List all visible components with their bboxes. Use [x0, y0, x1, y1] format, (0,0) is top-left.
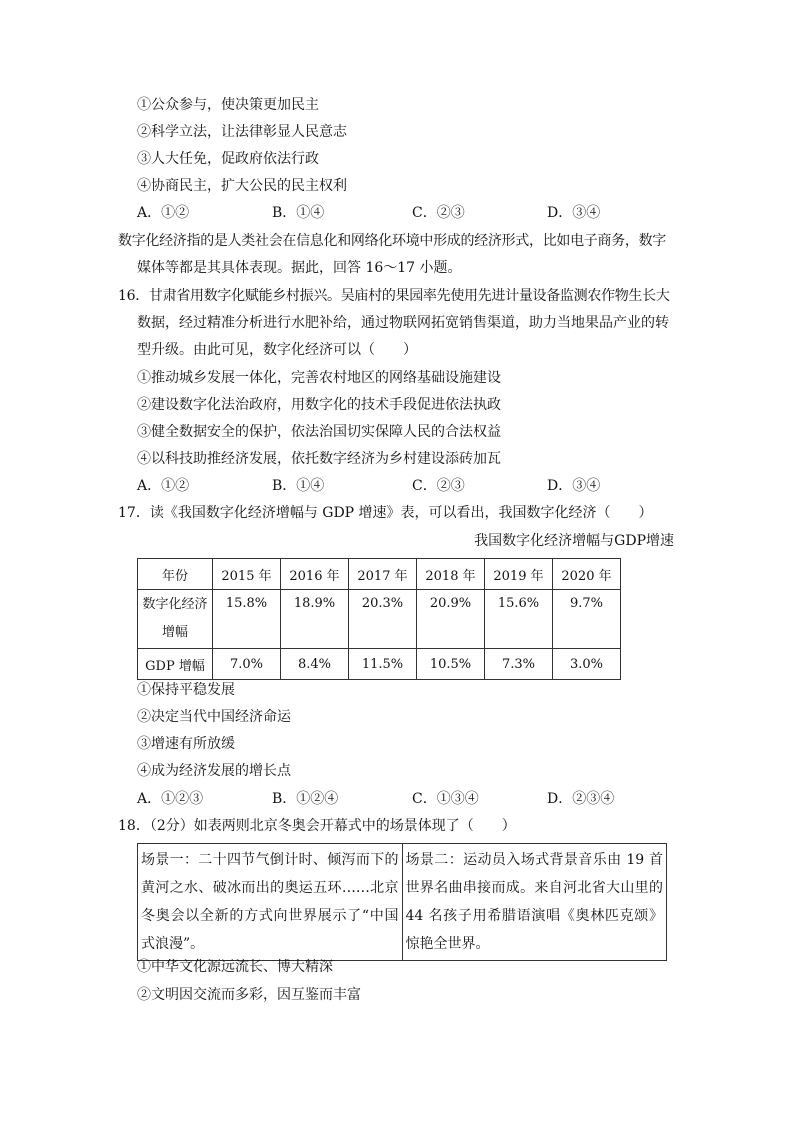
q16-stem-line-2: 数据，经过精准分析进行水肥补给，通过物联网拓宽销售渠道，助力当地果品产业的转	[137, 315, 669, 331]
table-cell: 8.4%	[281, 649, 349, 680]
q16-stem-line-1: 16．甘肃省用数字化赋能乡村振兴。吴庙村的果园率先使用先进计量设备监测农作物生长大	[118, 288, 670, 304]
table-header-cell: 2020 年	[553, 559, 621, 590]
table-row-label: GDP 增幅	[138, 649, 213, 680]
q16-choice-b[interactable]: B．①④	[272, 478, 325, 494]
q17-choices	[137, 789, 657, 809]
intro-line-2: 媒体等都是其具体表现。据此，回答 16～17 小题。	[137, 260, 462, 276]
q16-option-4: ④以科技助推经济发展，依托数字经济为乡村建设添砖加瓦	[137, 451, 501, 467]
q17-choice-d[interactable]: D．②③④	[547, 791, 615, 807]
table-header-row	[138, 559, 621, 590]
table-cell: 20.3%	[349, 590, 417, 649]
table-header-cell: 年份	[138, 559, 213, 590]
table-row-label	[138, 590, 213, 649]
q15-choice-c[interactable]: C．②③	[412, 205, 465, 221]
table-cell: 3.0%	[553, 649, 621, 680]
table-cell: 20.9%	[417, 590, 485, 649]
q16-option-1: ①推动城乡发展一体化，完善农村地区的网络基础设施建设	[137, 370, 501, 386]
q16-choice-a[interactable]: A．①②	[137, 478, 190, 494]
table-row	[138, 844, 667, 961]
table-header-cell: 2019 年	[485, 559, 553, 590]
q16-choice-c[interactable]: C．②③	[412, 478, 465, 494]
table-cell: 7.0%	[213, 649, 281, 680]
q17-option-4: ④成为经济发展的增长点	[137, 763, 291, 779]
q16-choices	[137, 476, 657, 496]
table-cell: 9.7%	[553, 590, 621, 649]
table-cell: 15.6%	[485, 590, 553, 649]
table-header-cell: 2018 年	[417, 559, 485, 590]
table-cell: 7.3%	[485, 649, 553, 680]
q18-option-2: ②文明因交流而多彩，因互鉴而丰富	[137, 987, 361, 1003]
table-cell: 15.8%	[213, 590, 281, 649]
q15-option-3: ③人大任免，促政府依法行政	[137, 151, 319, 167]
q15-option-1: ①公众参与，使决策更加民主	[137, 97, 319, 113]
q15-choices	[137, 203, 657, 223]
q16-stem-line-3: 型升级。由此可见，数字化经济可以（ ）	[137, 342, 417, 358]
q18-scene-table	[137, 843, 667, 961]
q15-choice-d[interactable]: D．③④	[547, 205, 601, 221]
q16-option-3: ③健全数据安全的保护，依法治国切实保障人民的合法权益	[137, 424, 501, 440]
scene-one-cell: 场景一：二十四节气倒计时、倾泻而下的黄河之水、破冰而出的奥运五环……北京冬奥会以全新的方式向世界展示了“中国式浪漫”。	[138, 844, 403, 961]
scene-two-cell: 场景二：运动员入场式背景音乐由 19 首世界名曲串接而成。来自河北省大山里的 44 名孩子用希腊语演唱《奥林匹克颂》惊艳全世界。	[402, 844, 666, 961]
q16-option-2: ②建设数字化法治政府，用数字化的技术手段促进依法执政	[137, 397, 501, 413]
q17-option-1: ①保持平稳发展	[137, 682, 235, 698]
table-header-cell: 2016 年	[281, 559, 349, 590]
q17-choice-a[interactable]: A．①②③	[137, 791, 204, 807]
q17-stem: 17．读《我国数字化经济增幅与 GDP 增速》表，可以看出，我国数字化经济（ ）	[118, 505, 653, 521]
q18-stem: 18．（2分）如表两则北京冬奥会开幕式中的场景体现了（ ）	[118, 818, 516, 834]
q18-option-1: ①中华文化源远流长、博大精深	[137, 959, 333, 975]
q17-choice-c[interactable]: C．①③④	[412, 791, 479, 807]
q15-choice-b[interactable]: B．①④	[272, 205, 325, 221]
q16-choice-d[interactable]: D．③④	[547, 478, 601, 494]
table-row	[138, 649, 621, 680]
q15-option-4: ④协商民主，扩大公民的民主权利	[137, 178, 347, 194]
table-row	[138, 590, 621, 649]
q15-choice-a[interactable]: A．①②	[137, 205, 190, 221]
q17-option-2: ②决定当代中国经济命运	[137, 709, 291, 725]
q17-table-title: 我国数字化经济增幅与GDP增速	[474, 533, 674, 549]
table-cell: 11.5%	[349, 649, 417, 680]
q17-option-3: ③增速有所放缓	[137, 736, 235, 752]
q15-option-2: ②科学立法，让法律彰显人民意志	[137, 124, 347, 140]
q17-data-table	[137, 558, 621, 680]
q17-choice-b[interactable]: B．①②④	[272, 791, 339, 807]
table-header-cell: 2017 年	[349, 559, 417, 590]
table-cell: 10.5%	[417, 649, 485, 680]
row-label-line: 增幅	[161, 625, 188, 640]
row-label-line: 数字化经济	[142, 597, 208, 612]
intro-line-1: 数字化经济指的是人类社会在信息化和网络化环境中形成的经济形式，比如电子商务，数字	[118, 233, 666, 249]
table-header-cell: 2015 年	[213, 559, 281, 590]
table-cell: 18.9%	[281, 590, 349, 649]
